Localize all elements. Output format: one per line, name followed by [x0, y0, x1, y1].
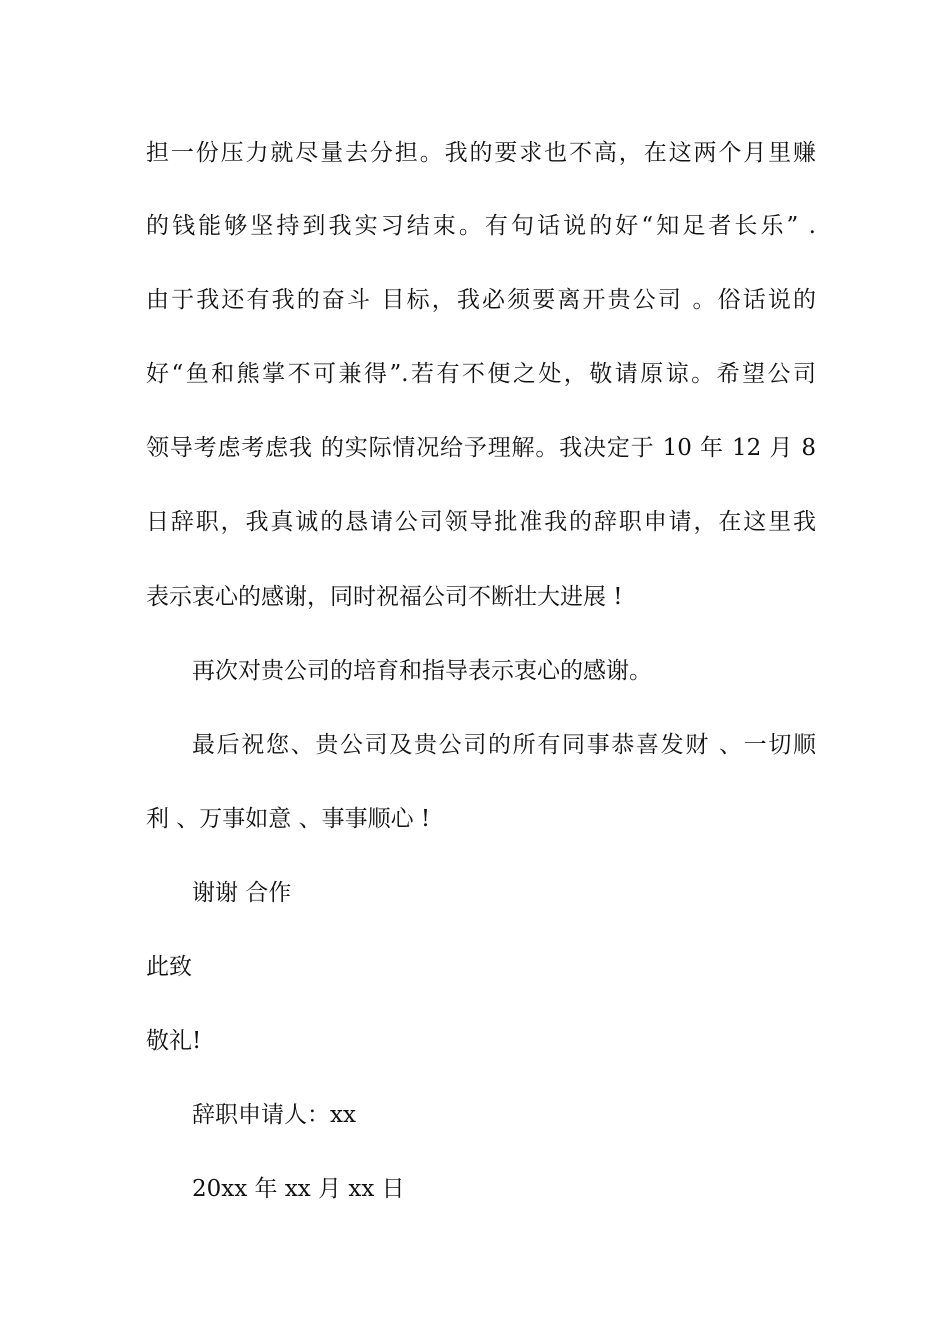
body-line-7: 表示衷心的感谢，同时祝福公司不断壮大进展 !: [146, 584, 623, 610]
body-line-1: 担一份压力就尽量去分担。我的要求也不高，在这两个月里赚: [146, 140, 816, 166]
wishes-line-2: 利 、万事如意 、事事顺心 !: [146, 806, 431, 832]
date: 20xx 年 xx 月 xx 日: [192, 1176, 405, 1202]
body-line-5: 领导考虑考虑我 的实际情况给予理解。我决定于 10 年 12 月 8: [146, 435, 816, 461]
signature: 辞职申请人：xx: [192, 1102, 356, 1128]
closing-ci-zhi: 此致: [146, 954, 192, 980]
thanks-cooperation: 谢谢 合作: [192, 880, 292, 906]
closing-jing-li: 敬礼!: [146, 1028, 202, 1054]
body-line-3: 由于我还有我的奋斗 目标，我必须要离开贵公司 。俗话说的: [146, 287, 816, 313]
thanks-paragraph: 再次对贵公司的培育和指导表示衷心的感谢。: [192, 658, 652, 684]
wishes-line-1: 最后祝您、贵公司及贵公司的所有同事恭喜发财 、一切顺: [192, 732, 816, 758]
body-line-6: 日辞职，我真诚的恳请公司领导批准我的辞职申请，在这里我: [146, 509, 816, 535]
body-line-4: 好“鱼和熊掌不可兼得”.若有不便之处，敬请原谅。希望公司: [146, 361, 816, 387]
body-line-2: 的钱能够坚持到我实习结束。有句话说的好“知足者长乐” .: [146, 213, 816, 239]
